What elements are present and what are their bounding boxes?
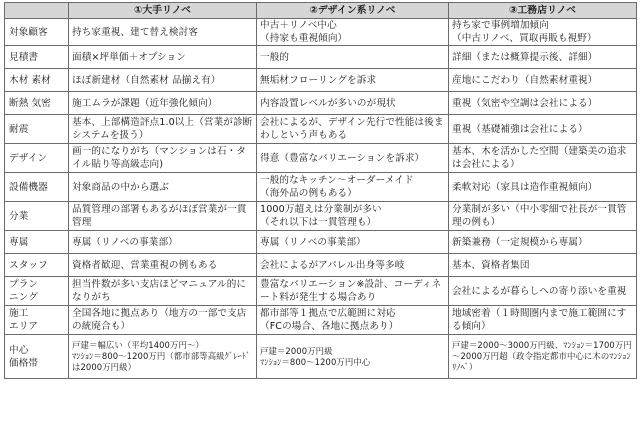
table-cell: 専属（リノベの事業部）: [257, 231, 449, 254]
table-cell: 新築兼務（一定規模から専属）: [449, 231, 637, 254]
table-row: [5, 231, 637, 254]
table-row: [5, 69, 637, 92]
table-cell: 戸建＝2000～3000万円級、ﾏﾝｼｮﾝ＝1700万円～2000万円超（政令指定都市中心に木のﾏﾝｼｮﾝﾘﾉﾍﾞ）: [449, 335, 637, 379]
table-cell: 資格者歓迎、営業重視の例もある: [69, 254, 257, 277]
table-row: [5, 144, 637, 173]
table-cell: 戸建＝2000万円級 ﾏﾝｼｮﾝ＝800～1200万円中心: [257, 335, 449, 379]
row-header-insulation: 断熱 気密: [5, 92, 69, 115]
table-row: [5, 254, 637, 277]
row-header-construction-area: 施工 エリア: [5, 306, 69, 335]
table-row: [5, 306, 637, 335]
table-cell: 対象商品の中から選ぶ: [69, 173, 257, 202]
table-cell: 内容設置レベルが多いのが現状: [257, 92, 449, 115]
table-cell: 会社によるが、デザイン先行で性能は後まわしという声もある: [257, 115, 449, 144]
table-row: [5, 19, 637, 46]
table-cell: 全国各地に拠点あり（地方の一部で支店の統廃合も）: [69, 306, 257, 335]
renovation-comparison-table: [4, 2, 637, 379]
table-cell: 都市部等１拠点で広範囲に対応 （FCの場合、各地に拠点あり）: [257, 306, 449, 335]
table-cell: 詳細（または概算提示後、詳細）: [449, 46, 637, 69]
row-header-materials: 木材 素材: [5, 69, 69, 92]
row-header-staff: スタッフ: [5, 254, 69, 277]
corner-header-cell: [5, 3, 69, 19]
comparison-table-wrapper: [4, 2, 636, 379]
table-row: [5, 202, 637, 231]
table-cell: 基本、資格者集団: [449, 254, 637, 277]
table-cell: 産地にこだわり（自然素材重視）: [449, 69, 637, 92]
row-header-dedicated: 専属: [5, 231, 69, 254]
row-header-design: デザイン: [5, 144, 69, 173]
table-cell: 一般的: [257, 46, 449, 69]
row-header-equipment: 設備機器: [5, 173, 69, 202]
column-header-design-renovation: ②デザイン系リノベ: [257, 3, 449, 19]
table-cell: 施工ムラが課題（近年強化傾向）: [69, 92, 257, 115]
row-header-target-customer: 対象顧客: [5, 19, 69, 46]
table-row: [5, 335, 637, 379]
row-header-planning: プラン ニング: [5, 277, 69, 306]
table-row: [5, 92, 637, 115]
column-header-large-renovation: ①大手リノベ: [69, 3, 257, 19]
table-cell: 面積×坪単価＋オプション: [69, 46, 257, 69]
row-header-price-range: 中心 価格帯: [5, 335, 69, 379]
row-header-seismic: 耐震: [5, 115, 69, 144]
table-cell: 重視（気密や空調は会社による）: [449, 92, 637, 115]
table-cell: 基本、木を活かした空間（建築美の追求は会社による）: [449, 144, 637, 173]
table-row: [5, 173, 637, 202]
table-cell: 一般的なキッチン～オーダーメイド （海外品の例もある）: [257, 173, 449, 202]
table-row: [5, 277, 637, 306]
table-cell: 専属（リノベの事業部）: [69, 231, 257, 254]
table-cell: 中古＋リノベ中心 （持家も重視傾向）: [257, 19, 449, 46]
table-cell: 戸建＝幅広い（平均1400万円～） ﾏﾝｼｮﾝ＝800～1200万円（都市部等高級ｸﾞﾚｰﾄﾞは2000万円級）: [69, 335, 257, 379]
table-cell: 地域密着（１時間圏内まで施工範囲にする傾向）: [449, 306, 637, 335]
table-cell: 持ち家で事例増加傾向 （中古リノベ、買取再販も視野）: [449, 19, 637, 46]
table-cell: 基本、上部構造評点1.0以上（営業が診断システムを扱う）: [69, 115, 257, 144]
table-cell: 得意（豊富なバリエーションを訴求）: [257, 144, 449, 173]
row-header-division-of-labor: 分業: [5, 202, 69, 231]
table-cell: 画一的になりがち（マンションは石・タイル貼り等高級志向): [69, 144, 257, 173]
table-cell: 持ち家重視、建て替え検討客: [69, 19, 257, 46]
table-cell: 柔軟対応（家具は造作重視傾向）: [449, 173, 637, 202]
table-cell: 会社によるがアパレル出身等多岐: [257, 254, 449, 277]
column-header-builder-renovation: ③工務店リノベ: [449, 3, 637, 19]
row-header-estimate: 見積書: [5, 46, 69, 69]
table-cell: 豊富なバリエーション※設計、コーディネート料が発生する場合あり: [257, 277, 449, 306]
table-cell: 担当件数が多い支店ほどマニュアル的になりがち: [69, 277, 257, 306]
table-cell: 分業制が多い（中小零細で社長が一貫管理の例も）: [449, 202, 637, 231]
table-cell: 無垢材フローリングを訴求: [257, 69, 449, 92]
table-cell: ほぼ新建材（自然素材 品揃え有）: [69, 69, 257, 92]
table-cell: 1000万超えは分業制が多い （それ以下は一貫管理も）: [257, 202, 449, 231]
table-cell: 重視（基礎補強は会社による）: [449, 115, 637, 144]
table-cell: 会社によるが暮らしへの寄り添いを重視: [449, 277, 637, 306]
table-cell: 品質管理の部署もあるがほぼ営業が一貫管理: [69, 202, 257, 231]
header-row: [5, 3, 637, 19]
table-row: [5, 115, 637, 144]
table-row: [5, 46, 637, 69]
